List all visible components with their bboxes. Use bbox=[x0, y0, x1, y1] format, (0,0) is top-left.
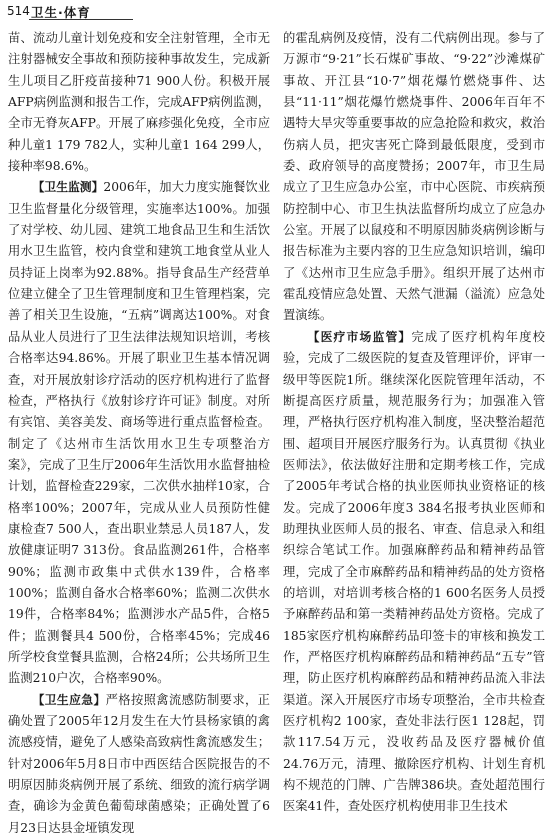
section-heading-health-emergency: 【卫生应急】 bbox=[32, 692, 106, 707]
section-health-emergency bbox=[8, 690, 270, 839]
section-heading-medical-market: 【医疗市场监管】 bbox=[307, 329, 412, 344]
section-health-monitoring bbox=[8, 177, 270, 689]
paragraph-emergency-continued: 的霍乱病例及疫情，没有二代病例出现。参与了万源市“9·21”长石煤矿事故、“9·22”沙滩煤矿事故、开江县“10·7”烟花爆竹燃烧事件、达县“11·11”烟花爆竹燃烧事件、2006年百年不遇特大旱灾等重要事故的应急抢险和救灾，救治伤病人员，把灾害死亡降到最低限度，受到市委、政府领导的高度赞扬；2007年，市卫生局成立了卫生应急办公室，市中心医院、市疾病预防控制中心、市卫生执法监督所均成立了应急办公室。开展了以鼠疫和不明原因肺炎病例诊断与报告标准为主要内容的卫生应急知识培训，编印了《达州市卫生应急手册》。组织开展了达州市霍乱疫情应急处置、天然气泄漏（溢流）应急处置演练。 bbox=[283, 31, 545, 323]
section-heading-health-monitoring: 【卫生监测】 bbox=[32, 180, 104, 195]
left-column bbox=[8, 28, 270, 835]
section-medical-market bbox=[283, 327, 545, 818]
section-text-health-monitoring: 2006年，加大力度实施餐饮业卫生监督量化分级管理，实施率达100%。加强了对学校、幼儿园、建筑工地食品卫生和生活饮用水卫生监管，校内食堂和建筑工地食堂从业人员持证上岗率为92.88%。指导食品生产经营单位建立健全了卫生管理制度和卫生管理档案，完善了相关卫生设施，“五病”调离达100%。对食品从业人员进行了卫生法律法规知识培训，考核合格率达94.86%。开展了职业卫生基本情况调查，对开展放射诊疗活动的医疗机构进行了监督检查，严格执行《放射诊疗许可证》制度。对所有宾馆、美容美发、商场等进行重点监督检查。制定了《达州市生活饮用水卫生专项整治方案》，完成了卫生厅2006年生活饮用水监督抽检计划，监督检查229家，二次供水抽样10家，合格率100%；2007年，完成从业人员预防性健康检查7 500人，查出职业禁忌人员187人，发放健康证明7 313份。食品监测261件，合格率90%；监测市政集中式供水139件，合格率100%；监测自备水合格率60%；监测二次供水19件，合格率84%；监测涉水产品5件，合格5件；监测餐具4 500份，合格率45%；完成46所学校食堂餐具监测，合格24所；公共场所卫生监测210户次，合格率90%。 bbox=[8, 180, 270, 686]
page-number: 514 bbox=[7, 4, 30, 18]
section-text-medical-market: 完成了医疗机构年度校验，完成了二级医院的复查及管理评价，评审一级甲等医院1所。继续深化医院管理年活动，不断提高医疗质量，规范服务行为；加强准入管理，严格执行医疗机构准入制度，坚决整治超范围、超项目开展医疗服务行为。认真贯彻《执业医师法》，依法做好注册和定期考核工作，完成了2005年考试合格的执业医师执业资格证的核发。完成了2006年度3 384名报考执业医师和助理执业医师人员的报名、审查、信息录入和组织综合笔试工作。加强麻醉药品和精神药品管理，完成了全市麻醉药品和精神药品的处方资格的培训，对培训考核合格的1 600名医务人员授予麻醉药品和第一类精神药品处方资格。完成了185家医疗机构麻醉药品印签卡的审核和换发工作，严格医疗机构麻醉药品和精神药品“五专”管理，防止医疗机构麻醉药品和精神药品流入非法渠道。深入开展医疗市场专项整治，全市共检查医疗机构2 100家，查处非法行医1 128起，罚款117.54万元，没收药品及医疗器械价值24.76万元，清理、撤除医疗机构、计划生育机构不规范的门牌、广告牌386块。查处超范围行医案41件，查处医疗机构使用非卫生技术 bbox=[283, 329, 545, 814]
section-title: 卫生·体育 bbox=[31, 5, 91, 20]
paragraph-immunization: 苗、流动儿童计划免疫和安全注射管理，全市无注射器械安全事故和预防接种事故发生，完成新生儿项目乙肝疫苗接种71 900人份。积极开展AFP病例监测和报告工作，完成AFP病例监测，全市无脊灰AFP。开展了麻疹强化免疫，全市应种儿童1 179 782人，实种儿童1 164 299人，接种率98.6%。 bbox=[8, 31, 270, 174]
right-column bbox=[283, 28, 545, 816]
header-rule bbox=[29, 19, 133, 20]
page-header bbox=[7, 3, 543, 21]
section-text-health-emergency: 严格按照禽流感防制要求，正确处置了2005年12月发生在大竹县杨家镇的禽流感疫情，避免了人感染高致病性禽流感发生；针对2006年5月8日市中西医结合医院报告的不明原因肺炎病例开展了系统、细致的流行病学调查，确诊为金黄色葡萄球菌感染；正确处置了6月23日达县金垭镇发现 bbox=[8, 692, 270, 835]
